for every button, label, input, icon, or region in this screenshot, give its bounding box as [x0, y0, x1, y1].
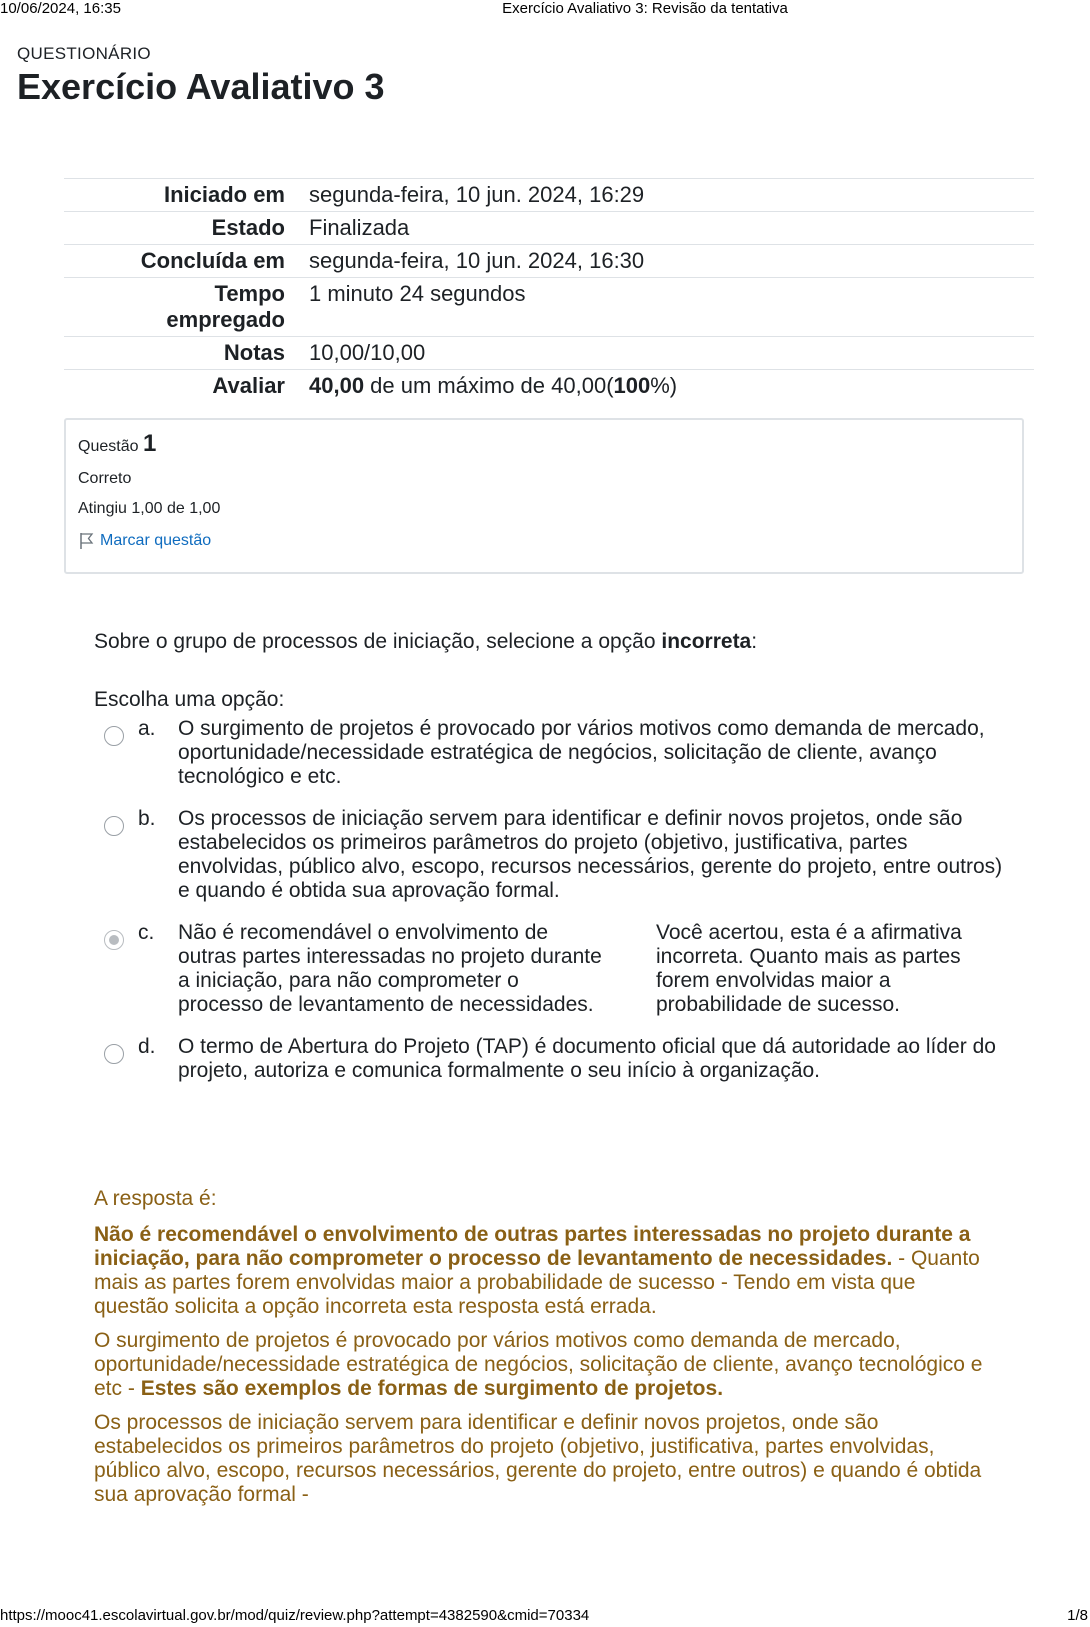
flag-question-label[interactable]: Marcar questão [100, 532, 212, 549]
answer-option-a[interactable] [104, 717, 1004, 789]
print-url: https://mooc41.escolavirtual.gov.br/mod/quiz/review.php?attempt=4382590&cmid=70334 [0, 1607, 590, 1624]
summary-row-grade [64, 370, 1034, 403]
general-feedback [94, 1187, 994, 1517]
print-datetime: 10/06/2024, 16:35 [0, 0, 121, 17]
radio-button[interactable] [104, 816, 124, 836]
flag-question-link[interactable] [78, 532, 1010, 550]
option-letter: b. [138, 807, 156, 830]
summary-label: Concluída em [64, 245, 301, 278]
summary-label: Notas [64, 337, 301, 370]
radio-button[interactable] [104, 726, 124, 746]
summary-label: Estado [64, 212, 301, 245]
answer-prompt: Escolha uma opção: [94, 688, 285, 711]
option-text: Não é recomendável o envolvimento de outras partes interessadas no projeto durante a iniciação, para não comprometer o processo de levantamento de necessidades. [178, 921, 602, 1016]
question-number-value: 1 [142, 430, 157, 457]
feedback-paragraph [94, 1329, 994, 1401]
option-feedback: Você acertou, esta é a afirmativa incorreta. Quanto mais as partes forem envolvidas maior a probabilidade de sucesso. [656, 921, 962, 1016]
option-letter: c. [138, 921, 155, 944]
summary-row-state [64, 212, 1034, 245]
feedback-text: - Quanto mais as partes forem envolvidas maior a probabilidade de sucesso - Tendo em vista que questão solicita a opção incorreta esta resposta está errada. [94, 1247, 980, 1318]
summary-label-line: empregado [166, 307, 285, 332]
print-footer [0, 1607, 1090, 1627]
summary-label [64, 278, 301, 337]
print-header [0, 0, 1090, 20]
page-title: Exercício Avaliativo 3 [17, 66, 385, 107]
option-text: O surgimento de projetos é provocado por vários motivos como demanda de mercado, oportunidade/necessidade estratégica de negócios, solicitação de cliente, avanço tecnológico e etc. [178, 717, 985, 788]
question-score: Atingiu 1,00 de 1,00 [78, 500, 221, 517]
question-number [78, 430, 1010, 458]
radio-button[interactable] [104, 1044, 124, 1064]
summary-value: 10,00/10,00 [301, 337, 1034, 370]
summary-value: segunda-feira, 10 jun. 2024, 16:30 [301, 245, 1034, 278]
attempt-summary-table [64, 178, 1034, 402]
answer-option-c[interactable] [104, 921, 1004, 1017]
feedback-text: Os processos de iniciação servem para identificar e definir novos projetos, onde são estabelecidos os primeiros parâmetros do projeto (objetivo, justificativa, partes envolvidas, público alvo, escopo, recursos necessários, gerente do projeto, entre outros) e quando é obtida sua aprovação formal - [94, 1411, 982, 1506]
summary-value: Finalizada [301, 212, 1034, 245]
page-heading [17, 44, 385, 108]
summary-row-marks [64, 337, 1034, 370]
summary-label-line: Tempo [214, 281, 285, 306]
feedback-bold: Não é recomendável o envolvimento de outras partes interessadas no projeto durante a iniciação, para não comprometer o processo de levantamento de necessidades. [94, 1223, 971, 1270]
question-text-pre: Sobre o grupo de processos de iniciação, selecione a opção [94, 630, 662, 653]
feedback-paragraph [94, 1223, 994, 1319]
summary-label: Iniciado em [64, 179, 301, 212]
option-text: O termo de Abertura do Projeto (TAP) é documento oficial que dá autoridade ao líder do projeto, autoriza e comunica formalmente o seu início à organização. [178, 1035, 996, 1082]
question-info [64, 418, 1024, 574]
option-letter: a. [138, 717, 156, 740]
page-kicker: QUESTIONÁRIO [17, 44, 151, 63]
summary-value: segunda-feira, 10 jun. 2024, 16:29 [301, 179, 1034, 212]
question-text-post: : [751, 630, 758, 653]
summary-value [301, 370, 1034, 403]
answer-options [104, 717, 1004, 1101]
feedback-paragraph [94, 1411, 994, 1507]
question-label: Questão [78, 438, 139, 455]
answer-option-b[interactable] [104, 807, 1004, 903]
feedback-label: A resposta é: [94, 1187, 217, 1210]
summary-row-started [64, 179, 1034, 212]
option-letter: d. [138, 1035, 156, 1058]
grade-text: de um máximo de 40,00( [364, 373, 614, 398]
question-status: Correto [78, 470, 132, 487]
answer-option-d[interactable] [104, 1035, 1004, 1083]
summary-row-completed [64, 245, 1034, 278]
summary-label: Avaliar [64, 370, 301, 403]
option-text: Os processos de iniciação servem para identificar e definir novos projetos, onde são estabelecidos os primeiros parâmetros do projeto (objetivo, justificativa, partes envolvidas, público alvo, escopo, recursos necessários, gerente do projeto, entre outros) e quando é obtida sua aprovação formal. [178, 807, 1003, 902]
grade-score: 40,00 [309, 373, 365, 398]
grade-percent: 100 [613, 373, 651, 398]
question-text-bold: incorreta [661, 630, 752, 653]
grade-text-end: %) [650, 373, 678, 398]
radio-button-selected[interactable] [104, 930, 124, 950]
summary-value: 1 minuto 24 segundos [301, 278, 1034, 337]
feedback-text: O surgimento de projetos é provocado por vários motivos como demanda de mercado, oportunidade/necessidade estratégica de negócios, solicitação de cliente, avanço tecnológico e etc - [94, 1329, 983, 1400]
flag-icon [78, 532, 94, 550]
question-text [94, 630, 757, 654]
print-doc-title: Exercício Avaliativo 3: Revisão da tentativa [502, 0, 788, 17]
summary-row-time [64, 278, 1034, 337]
print-page-number: 1/8 [1067, 1607, 1088, 1624]
feedback-bold: Estes são exemplos de formas de surgimento de projetos. [140, 1377, 724, 1400]
